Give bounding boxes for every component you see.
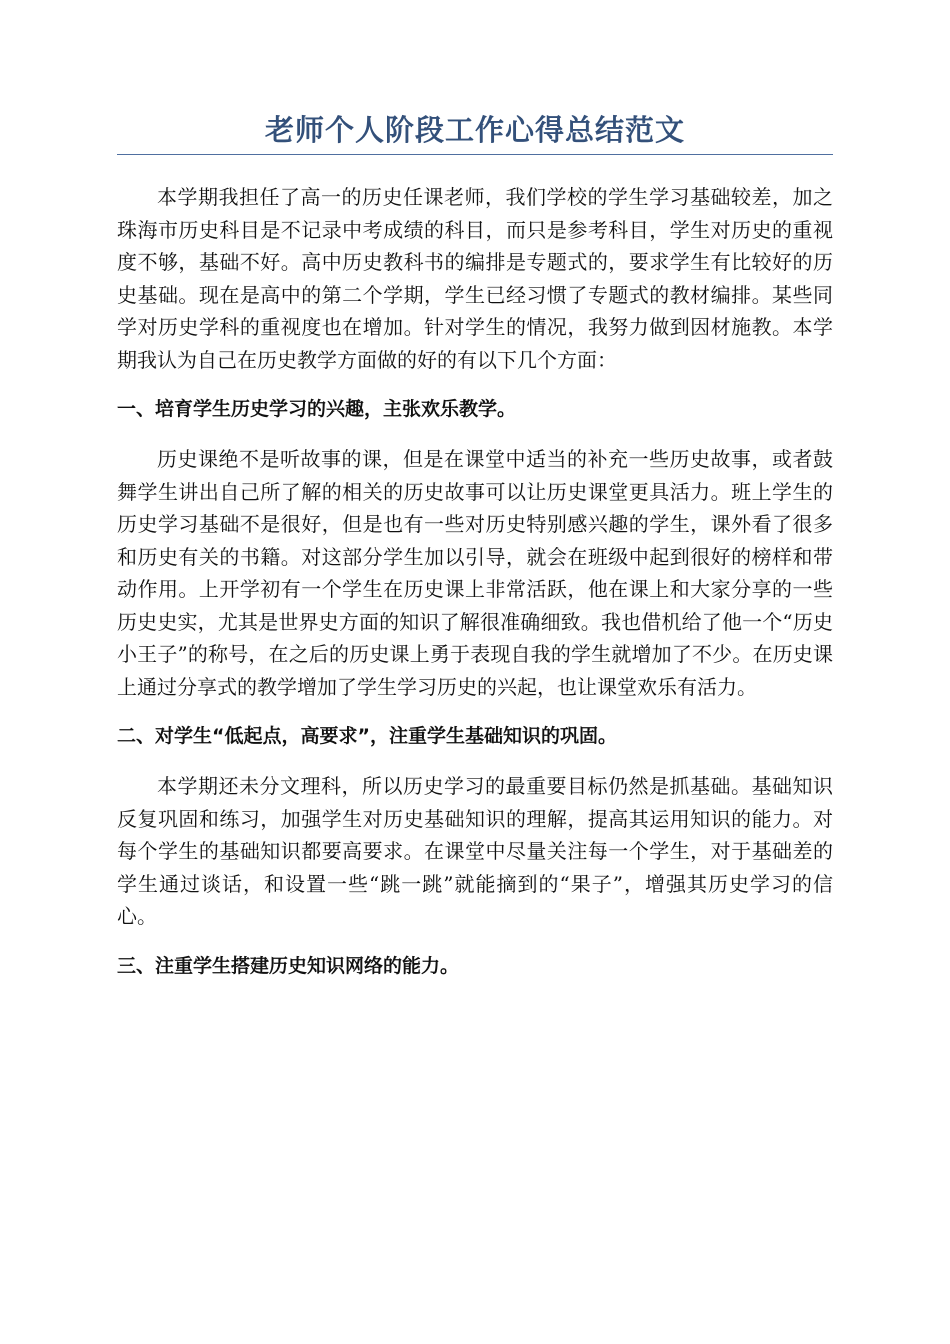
intro-paragraph: 本学期我担任了高一的历史任课老师，我们学校的学生学习基础较差，加之珠海市历史科目是不记录中考成绩的科目，而只是参考科目，学生对历史的重视度不够，基础不好。高中历史教科书的编排是专题式的，要求学生有比较好的历史基础。现在是高中的第二个学期，学生已经习惯了专题式的教材编排。某些同学对历史学科的重视度也在增加。针对学生的情况，我努力做到因材施教。本学期我认为自己在历史教学方面做的好的有以下几个方面： [117,185,833,372]
spacer [117,703,833,720]
document-title: 老师个人阶段工作心得总结范文 [117,110,833,155]
spacer [117,376,833,393]
section-body-2: 本学期还未分文理科，所以历史学习的最重要目标仍然是抓基础。基础知识反复巩固和练习，加强学生对历史基础知识的理解，提高其运用知识的能力。对每个学生的基础知识都要高要求。在课堂中尽量关注每一个学生，对于基础差的学生通过谈话，和设置一些“跳一跳”就能摘到的“果子”，增强其历史学习的信心。 [117,774,833,928]
section-body-1: 历史课绝不是听故事的课，但是在课堂中适当的补充一些历史故事，或者鼓舞学生讲出自己所了解的相关的历史故事可以让历史课堂更具活力。班上学生的历史学习基础不是很好，但是也有一些对历史特别感兴趣的学生，课外看了很多和历史有关的书籍。对这部分学生加以引导，就会在班级中起到很好的榜样和带动作用。上开学初有一个学生在历史课上非常活跃，他在课上和大家分享的一些历史史实，尤其是世界史方面的知识了解很准确细致。我也借机给了他一个“历史小王子”的称号，在之后的历史课上勇于表现自我的学生就增加了不少。在历史课上通过分享式的教学增加了学生学习历史的兴起，也让课堂欢乐有活力。 [117,447,833,699]
section-heading-3: 三、注重学生搭建历史知识网络的能力。 [117,954,460,977]
spacer [117,933,833,950]
document-page [117,110,833,982]
spacer [117,425,833,443]
section-heading-1: 一、培育学生历史学习的兴趣，主张欢乐教学。 [117,398,517,420]
section-heading-2: 二、对学生“低起点，高要求”，注重学生基础知识的巩固。 [117,725,617,747]
spacer [117,752,833,770]
